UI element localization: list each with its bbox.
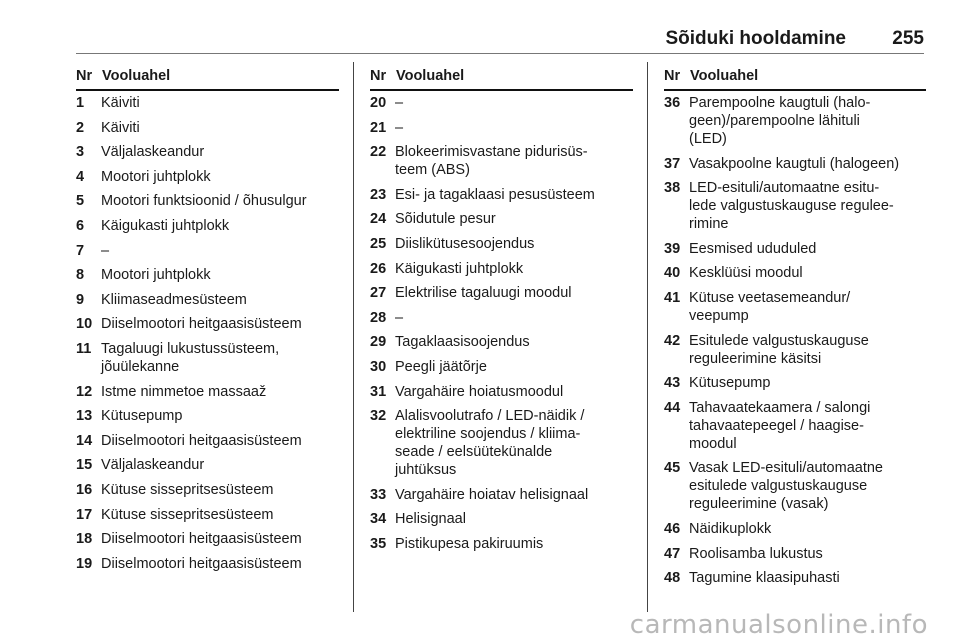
table-row bbox=[76, 94, 339, 112]
fuse-number: 11 bbox=[76, 340, 92, 357]
fuse-number: 16 bbox=[76, 481, 93, 498]
circuit-description: Tahavaatekaamera / salongi tahavaatepeegel / haagise- moodul bbox=[689, 399, 871, 452]
fuse-number: 47 bbox=[664, 545, 681, 562]
circuit-description: Alalisvoolutrafo / LED-näidik / elektriline soojendus / kliima- seade / eelsüütekünalde juhtüksus bbox=[395, 408, 585, 479]
fuse-table-column-1 bbox=[76, 67, 339, 579]
column-divider bbox=[647, 62, 648, 612]
circuit-description: Kütusepump bbox=[689, 375, 771, 392]
fuse-number: 3 bbox=[76, 144, 85, 161]
fuse-number: 15 bbox=[76, 457, 93, 474]
circuit-description: Tagaklaasisoojendus bbox=[395, 334, 530, 351]
circuit-description: Käiviti bbox=[101, 95, 140, 111]
table-row bbox=[76, 555, 339, 573]
table-row bbox=[664, 374, 926, 392]
circuit-description: LED-esituli/automaatne esitu- lede valgustuskauguse regulee- rimine bbox=[689, 180, 894, 233]
fuse-number: 21 bbox=[370, 119, 387, 136]
fuse-number: 32 bbox=[370, 408, 387, 425]
table-row bbox=[664, 264, 926, 282]
fuse-table-column-2 bbox=[370, 67, 633, 560]
fuse-number: 23 bbox=[370, 186, 387, 203]
circuit-description: Vargahäire hoiatav helisignaal bbox=[395, 486, 589, 503]
table-row bbox=[370, 260, 633, 278]
circuit-description: Kütuse sissepritsesüsteem bbox=[101, 506, 274, 523]
table-row bbox=[76, 340, 339, 376]
table-row bbox=[370, 284, 633, 302]
fuse-number: 17 bbox=[76, 506, 93, 523]
fuse-number: 35 bbox=[370, 535, 387, 552]
circuit-description: Parempoolne kaugtuli (halo- geen)/parempoolne lähituli (LED) bbox=[689, 95, 871, 147]
circuit-description: Helisignaal bbox=[395, 511, 466, 528]
fuse-number: 43 bbox=[664, 375, 681, 392]
circuit-description: Käigukasti juhtplokk bbox=[395, 260, 524, 277]
table-row bbox=[370, 235, 633, 253]
table-row bbox=[370, 210, 633, 228]
table-row bbox=[664, 240, 926, 258]
table-row bbox=[664, 94, 926, 148]
table-row bbox=[664, 399, 926, 453]
fuse-number: 40 bbox=[664, 265, 681, 282]
header-nr: Nr bbox=[76, 68, 93, 84]
circuit-description: Tagaluugi lukustussüsteem, jõuülekanne bbox=[101, 340, 280, 375]
fuse-number: 6 bbox=[76, 217, 85, 234]
circuit-description: Kütuse sissepritsesüsteem bbox=[101, 481, 274, 498]
circuit-description: Vasak LED-esituli/automaatne esitulede valgustuskauguse reguleerimine (vasak) bbox=[689, 460, 883, 513]
table-row bbox=[664, 289, 926, 325]
table-row bbox=[76, 242, 339, 260]
circuit-description: Mootori juhtplokk bbox=[101, 267, 211, 284]
fuse-number: 7 bbox=[76, 242, 85, 259]
table-row bbox=[76, 266, 339, 284]
circuit-description: Vasakpoolne kaugtuli (halogeen) bbox=[689, 155, 900, 172]
fuse-number: 10 bbox=[76, 316, 93, 333]
circuit-description: Diiselmootori heitgaasisüsteem bbox=[101, 316, 302, 333]
fuse-number: 38 bbox=[664, 180, 681, 197]
circuit-description: Esi- ja tagaklaasi pesusüsteem bbox=[395, 186, 595, 203]
fuse-number: 46 bbox=[664, 520, 681, 537]
table-row bbox=[664, 459, 926, 513]
table-row bbox=[664, 569, 926, 587]
table-row bbox=[664, 155, 926, 173]
fuse-number: 34 bbox=[370, 511, 387, 528]
fuse-number: 48 bbox=[664, 570, 681, 587]
table-row bbox=[370, 486, 633, 504]
circuit-description: Diislikütusesoojendus bbox=[395, 235, 535, 252]
circuit-description: Diiselmootori heitgaasisüsteem bbox=[101, 531, 302, 548]
fuse-number: 4 bbox=[76, 168, 85, 185]
fuse-number: 5 bbox=[76, 193, 85, 210]
fuse-number: 28 bbox=[370, 309, 387, 326]
header-nr: Nr bbox=[664, 68, 681, 84]
table-row bbox=[76, 506, 339, 524]
watermark-text: carmanualsonline.info bbox=[629, 610, 928, 640]
circuit-description: Käiviti bbox=[101, 119, 140, 136]
page-number: 255 bbox=[892, 28, 924, 49]
fuse-number: 45 bbox=[664, 460, 681, 477]
table-row bbox=[370, 510, 633, 528]
table-row bbox=[76, 481, 339, 499]
table-row bbox=[664, 545, 926, 563]
fuse-number: 24 bbox=[370, 211, 387, 228]
fuse-number: 12 bbox=[76, 383, 93, 400]
circuit-description: Väljalaskeandur bbox=[101, 457, 205, 474]
circuit-description: Käigukasti juhtplokk bbox=[101, 217, 230, 234]
circuit-description: Peegli jäätõrje bbox=[395, 358, 487, 375]
table-row bbox=[76, 407, 339, 425]
circuit-description: Roolisamba lukustus bbox=[689, 545, 823, 562]
table-row bbox=[370, 186, 633, 204]
fuse-number: 30 bbox=[370, 358, 387, 375]
table-header bbox=[664, 67, 926, 91]
table-row bbox=[370, 383, 633, 401]
circuit-description: Kliimaseadmesüsteem bbox=[101, 291, 247, 308]
fuse-table-column-3 bbox=[664, 67, 926, 594]
fuse-number: 36 bbox=[664, 95, 681, 111]
fuse-number: 22 bbox=[370, 144, 387, 161]
fuse-number: 31 bbox=[370, 383, 387, 400]
fuse-number: 26 bbox=[370, 260, 387, 277]
circuit-description: Esitulede valgustuskauguse reguleerimine käsitsi bbox=[689, 332, 869, 367]
table-row bbox=[76, 383, 339, 401]
table-row bbox=[76, 217, 339, 235]
table-row bbox=[664, 332, 926, 368]
circuit-description: – bbox=[395, 95, 404, 111]
circuit-description: Sõidutule pesur bbox=[395, 211, 496, 228]
fuse-number: 14 bbox=[76, 432, 93, 449]
table-row bbox=[76, 143, 339, 161]
fuse-number: 1 bbox=[76, 95, 85, 111]
circuit-description: Väljalaskeandur bbox=[101, 144, 205, 161]
column-divider bbox=[353, 62, 354, 612]
circuit-description: Blokeerimisvastane pidurisüs- teem (ABS) bbox=[395, 144, 588, 179]
circuit-description: Diiselmootori heitgaasisüsteem bbox=[101, 432, 302, 449]
fuse-number: 13 bbox=[76, 408, 93, 425]
table-row bbox=[664, 520, 926, 538]
table-row bbox=[370, 535, 633, 553]
fuse-number: 27 bbox=[370, 285, 387, 302]
fuse-number: 29 bbox=[370, 334, 387, 351]
fuse-number: 44 bbox=[664, 399, 681, 416]
circuit-description: Mootori juhtplokk bbox=[101, 168, 211, 185]
table-row bbox=[76, 530, 339, 548]
circuit-description: Kesklüüsi moodul bbox=[689, 265, 803, 282]
table-row bbox=[370, 358, 633, 376]
circuit-description: Kütuse veetasemeandur/ veepump bbox=[689, 289, 851, 324]
fuse-number: 19 bbox=[76, 555, 93, 572]
circuit-description: Pistikupesa pakiruumis bbox=[395, 535, 544, 552]
fuse-number: 25 bbox=[370, 235, 387, 252]
table-row bbox=[370, 333, 633, 351]
fuse-number: 18 bbox=[76, 531, 93, 548]
table-row bbox=[76, 315, 339, 333]
fuse-number: 33 bbox=[370, 486, 387, 503]
circuit-description: – bbox=[395, 309, 404, 326]
header-nr: Nr bbox=[370, 68, 387, 84]
table-row bbox=[370, 94, 633, 112]
table-rows bbox=[370, 94, 633, 553]
fuse-number: 39 bbox=[664, 240, 681, 257]
page-header bbox=[76, 28, 924, 56]
circuit-description: Istme nimmetoe massaaž bbox=[101, 383, 267, 400]
table-row bbox=[76, 432, 339, 450]
fuse-number: 37 bbox=[664, 155, 681, 172]
table-header bbox=[370, 67, 633, 91]
circuit-description: – bbox=[395, 119, 404, 136]
header-label: Vooluahel bbox=[102, 68, 171, 84]
fuse-number: 41 bbox=[664, 289, 681, 306]
fuse-number: 2 bbox=[76, 119, 85, 136]
table-row bbox=[76, 291, 339, 309]
fuse-number: 42 bbox=[664, 332, 681, 349]
circuit-description: Vargahäire hoiatusmoodul bbox=[395, 383, 564, 400]
table-row bbox=[370, 407, 633, 479]
circuit-description: Elektrilise tagaluugi moodul bbox=[395, 285, 572, 302]
table-header bbox=[76, 67, 339, 91]
circuit-description: Kütusepump bbox=[101, 408, 183, 425]
table-row bbox=[370, 143, 633, 179]
circuit-description: Mootori funktsioonid / õhusulgur bbox=[101, 193, 307, 210]
header-label: Vooluahel bbox=[396, 68, 465, 84]
table-row bbox=[370, 309, 633, 327]
fuse-number: 8 bbox=[76, 267, 85, 284]
header-divider bbox=[76, 53, 924, 54]
table-row bbox=[76, 456, 339, 474]
fuse-number: 9 bbox=[76, 291, 85, 308]
table-rows bbox=[664, 94, 926, 587]
table-rows bbox=[76, 94, 339, 573]
circuit-description: Eesmised ududuled bbox=[689, 240, 817, 257]
header-label: Vooluahel bbox=[690, 68, 759, 84]
circuit-description: Diiselmootori heitgaasisüsteem bbox=[101, 555, 302, 572]
table-row bbox=[76, 192, 339, 210]
page-title: Sõiduki hooldamine bbox=[665, 28, 846, 49]
table-row bbox=[664, 179, 926, 233]
circuit-description: – bbox=[101, 242, 110, 259]
table-row bbox=[76, 168, 339, 186]
fuse-number: 20 bbox=[370, 95, 387, 111]
circuit-description: Näidikuplokk bbox=[689, 520, 772, 537]
circuit-description: Tagumine klaasipuhasti bbox=[689, 570, 840, 587]
table-row bbox=[76, 119, 339, 137]
table-row bbox=[370, 119, 633, 137]
